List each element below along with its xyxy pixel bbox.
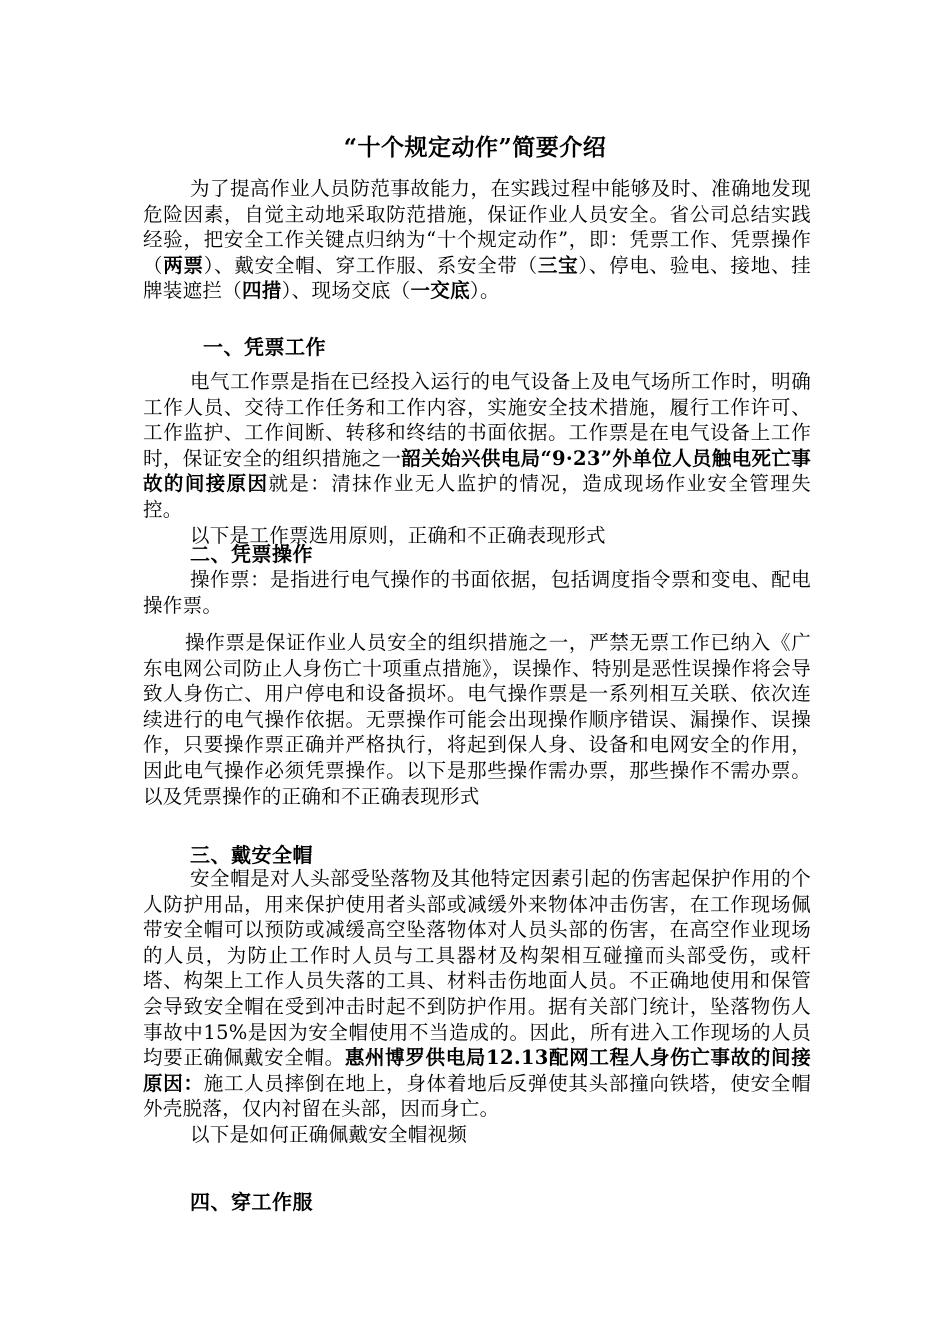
section-1-text: 电气工作票是指在已经投入运行的电气设备上及电气场所工作时，明确工作人员、交待工作任务和工作内容，实施安全技术措施，履行工作许可、工作监护、工作间断、转移和终结的书面依据。工作票是在电气设备上工作时，保证安全的组织措施之一 [143,370,811,470]
section-1-body [143,369,811,548]
section-3-heading: 三、戴安全帽 [190,843,313,867]
section-1-accident-bold: 韶关始兴供电局“9·23”外单位人员触电死亡事故的间接原因 [143,446,812,496]
section-3-note: 以下是如何正确佩戴安全帽视频 [190,1122,468,1146]
section-3-accident-bold: 惠州博罗供电局12.13配网工程人身伤亡事故的间接原因： [143,1046,811,1095]
section-1-note: 以下是工作票选用原则，正确和不正确表现形式 [190,523,606,547]
intro-bold-4: 一交底 [410,279,470,303]
section-3-tail: 施工人员摔倒在地上，身体着地后反弹使其头部撞向铁塔，使安全帽外壳脱落，仅内衬留在头部，因而身亡。 [143,1071,811,1121]
section-4-heading: 四、穿工作服 [190,1190,313,1214]
intro-text-1: 为了提高作业人员防范事故能力，在实践过程中能够及时、准确地发现危险因素，自觉主动地采取防范措施，保证作业人员安全。省公司总结实践经验，把安全工作关键点归纳为“十个规定动作”，即：凭票工作、凭票操作（ [143,177,811,277]
section-2-p1: 操作票：是指进行电气操作的书面依据，包括调度指令票和变电、配电操作票。 [143,568,811,617]
section-2-heading: 二、凭票操作 [190,542,313,566]
intro-text-4: ）、现场交底（ [281,279,411,303]
intro-text-3: ）、停电、验电、接地、挂牌装遮拦（ [143,253,811,303]
intro-bold-2: 三宝 [537,253,579,277]
section-1-heading: 一、凭票工作 [203,335,326,359]
intro-paragraph [143,176,811,304]
section-2-definition [143,567,811,618]
intro-text-2: ）、戴安全帽、穿工作服、系安全带（ [203,253,538,277]
section-3-text: 安全帽是对人头部受坠落物及其他特定因素引起的伤害起保护作用的个人防护用品，用来保护使用者头部或减缓外来物体冲击伤害，在工作现场佩带安全帽可以预防或减缓高空坠落物体对人员头部的伤害，在高空作业现场的人员，为防止工作时人员与工具器材及构架相互碰撞而头部受伤，或杆塔、构架上工作人员失落的工具、材料击伤地面人员。不正确地使用和保管会导致安全帽在受到冲击时起不到防护作用。据有关部门统计，坠落物伤人事故中15%是因为安全帽使用不当造成的。因此，所有进入工作现场的人员均要正确佩戴安全帽。 [143,867,811,1070]
section-3-body [143,866,811,1148]
intro-text-5: ）。 [469,279,500,303]
section-2-body [143,630,811,809]
intro-bold-3: 四措 [242,279,282,303]
document-title: “十个规定动作”简要介绍 [343,134,607,161]
intro-bold-1: 两票 [163,253,204,277]
section-1-tail: 就是：清抹作业无人监护的情况，造成现场作业安全管理失控。 [143,472,811,521]
section-2-p2: 操作票是保证作业人员安全的组织措施之一，严禁无票工作已纳入《广东电网公司防止人身伤亡十项重点措施》，误操作、特别是恶性误操作将会导致人身伤亡、用户停电和设备损坏。电气操作票是一系列相互关联、依次连续进行的电气操作依据。无票操作可能会出现操作顺序错误、漏操作、误操作，只要操作票正确并严格执行，将起到保人身、设备和电网安全的作用，因此电气操作必须凭票操作。以下是那些操作需办票，那些操作不需办票。以及凭票操作的正确和不正确表现形式 [143,631,811,808]
